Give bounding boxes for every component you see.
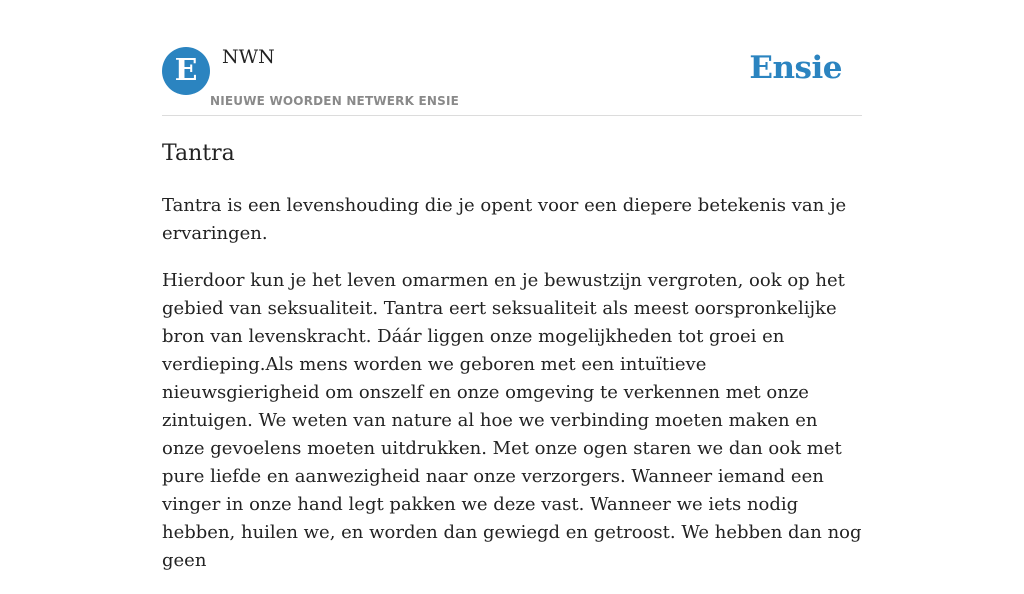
- article-paragraph: Tantra is een levenshouding die je opent voor een diepere betekenis van je ervaringen.: [162, 195, 847, 244]
- logo-e-icon[interactable]: E: [162, 47, 210, 95]
- site-short-name[interactable]: NWN: [222, 46, 275, 68]
- site-full-name: NIEUWE WOORDEN NETWERK ENSIE: [210, 94, 460, 108]
- article-body: [162, 192, 862, 594]
- ensie-brand-logo[interactable]: Ensie: [749, 50, 842, 86]
- article-paragraph: Hierdoor kun je het leven omarmen en je bewustzijn vergroten, ook op het gebied van seksualiteit. Tantra eert seksualiteit als meest oorspronkelijke bron van levenskracht. Dáár liggen onze mogelijkheden tot groei en verdieping.Als mens worden we geboren met een intuïtieve nieuwsgierigheid om onszelf en onze omgeving te verkennen met onze zintuigen. We weten van nature al hoe we verbinding moeten maken en onze gevoelens moeten uitdrukken. Met onze ogen staren we dan ook met pure liefde en aanwezigheid naar onze verzorgers. Wanneer iemand een vinger in onze hand legt pakken we deze vast. Wanneer we iets nodig hebben, huilen we, en worden dan gewiegd en getroost. We hebben dan nog geen: [162, 270, 862, 571]
- content-container: [162, 0, 862, 571]
- site-header: [162, 0, 862, 116]
- article-title: Tantra: [162, 141, 235, 166]
